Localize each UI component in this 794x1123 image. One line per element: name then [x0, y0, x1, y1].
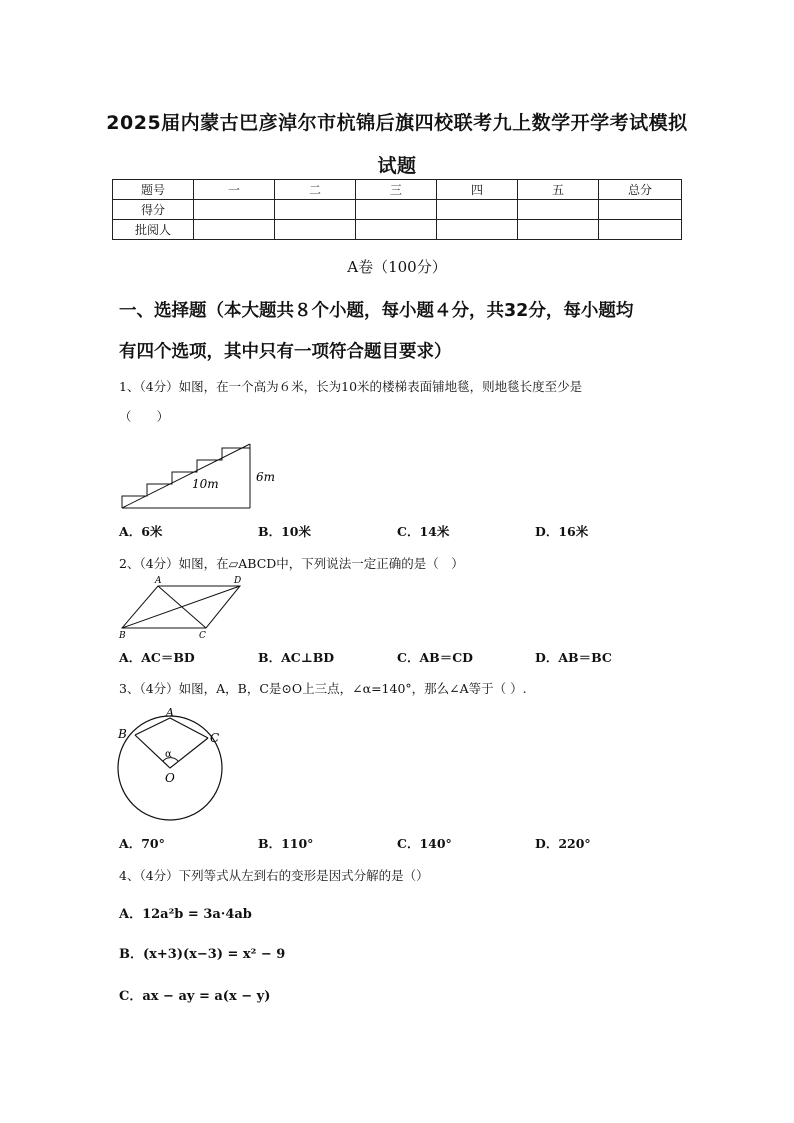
- question-3-option-c[interactable]: C．140°: [397, 836, 452, 851]
- score-cell[interactable]: [518, 200, 599, 220]
- question-2-option-a[interactable]: A．AC＝BD: [119, 650, 195, 665]
- score-cell[interactable]: [599, 220, 682, 240]
- row-label: 得分: [113, 200, 194, 220]
- score-cell[interactable]: [356, 220, 437, 240]
- score-cell[interactable]: [437, 200, 518, 220]
- score-cell[interactable]: [599, 200, 682, 220]
- header-cell: 总分: [599, 180, 682, 200]
- row-label: 批阅人: [113, 220, 194, 240]
- point-c: C: [210, 731, 220, 745]
- header-cell: 五: [518, 180, 599, 200]
- score-cell[interactable]: [275, 200, 356, 220]
- header-cell: 一: [194, 180, 275, 200]
- header-cell: 二: [275, 180, 356, 200]
- point-b: B: [118, 727, 127, 741]
- question-3-option-d[interactable]: D．220°: [535, 836, 591, 851]
- question-2-option-d[interactable]: D．AB＝BC: [535, 650, 612, 665]
- circle-figure: [112, 702, 230, 824]
- angle-alpha: α: [165, 749, 172, 760]
- question-1-option-a[interactable]: A．6米: [119, 524, 163, 539]
- score-cell[interactable]: [356, 200, 437, 220]
- question-1-option-b[interactable]: B．10米: [258, 524, 311, 539]
- part-heading-continued: 有四个选项，其中只有一项符合题目要求）: [119, 342, 452, 362]
- label-6m: 6m: [256, 470, 276, 484]
- vertex-a: A: [155, 576, 162, 586]
- question-1-option-c[interactable]: C．14米: [397, 524, 450, 539]
- question-3-option-a[interactable]: A．70°: [119, 836, 165, 851]
- score-table-row: [113, 220, 682, 240]
- staircase-figure: [118, 440, 288, 512]
- question-2-option-c[interactable]: C．AB＝CD: [397, 650, 474, 665]
- parallelogram-figure: [116, 574, 248, 642]
- label-10m: 10m: [192, 477, 219, 491]
- question-2-option-b[interactable]: B．AC⊥BD: [258, 650, 335, 665]
- hypotenuse-line: [122, 444, 250, 508]
- score-cell[interactable]: [194, 200, 275, 220]
- score-cell[interactable]: [518, 220, 599, 240]
- vertex-d: D: [234, 576, 242, 586]
- header-cell: 三: [356, 180, 437, 200]
- question-4-option-c[interactable]: C．ax − ay = a(x − y): [119, 989, 271, 1004]
- question-3-option-b[interactable]: B．110°: [258, 836, 314, 851]
- question-4-option-a[interactable]: A．12a²b = 3a·4ab: [119, 907, 252, 922]
- header-cell: 四: [437, 180, 518, 200]
- question-4-stem: 4、（4分）下列等式从左到右的变形是因式分解的是（）: [119, 868, 429, 883]
- part-heading: 一、选择题（本大题共８个小题，每小题４分，共32分，每小题均: [119, 301, 634, 321]
- score-cell[interactable]: [194, 220, 275, 240]
- question-1-stem-continued: （ ）: [119, 409, 170, 424]
- question-4-option-b[interactable]: B．(x+3)(x−3) = x² − 9: [119, 947, 286, 962]
- section-heading: A卷（100分）: [347, 258, 447, 276]
- point-o: O: [165, 771, 175, 785]
- vertex-b: B: [119, 631, 126, 641]
- document-title: 2025届内蒙古巴彦淖尔市杭锦后旗四校联考九上数学开学考试模拟: [106, 112, 688, 134]
- document-title-continued: 试题: [377, 155, 417, 177]
- score-table-row: [113, 200, 682, 220]
- chords-ba-ac: [135, 718, 208, 738]
- question-1-option-d[interactable]: D．16米: [535, 524, 589, 539]
- score-cell[interactable]: [437, 220, 518, 240]
- question-1-stem: 1、（4分）如图，在一个高为６米，长为10米的楼梯表面铺地毯，则地毯长度至少是: [119, 379, 583, 394]
- score-table: [112, 179, 682, 240]
- point-a: A: [166, 706, 174, 719]
- score-cell[interactable]: [275, 220, 356, 240]
- header-cell: 题号: [113, 180, 194, 200]
- question-2-stem: 2、（4分）如图，在▱ABCD中，下列说法一定正确的是（ ）: [119, 556, 464, 571]
- score-table-header-row: [113, 180, 682, 200]
- vertex-c: C: [199, 631, 206, 641]
- question-3-stem: 3、（4分）如图，A，B，C是⊙O上三点，∠α=140°，那么∠A等于（ ）.: [119, 681, 527, 696]
